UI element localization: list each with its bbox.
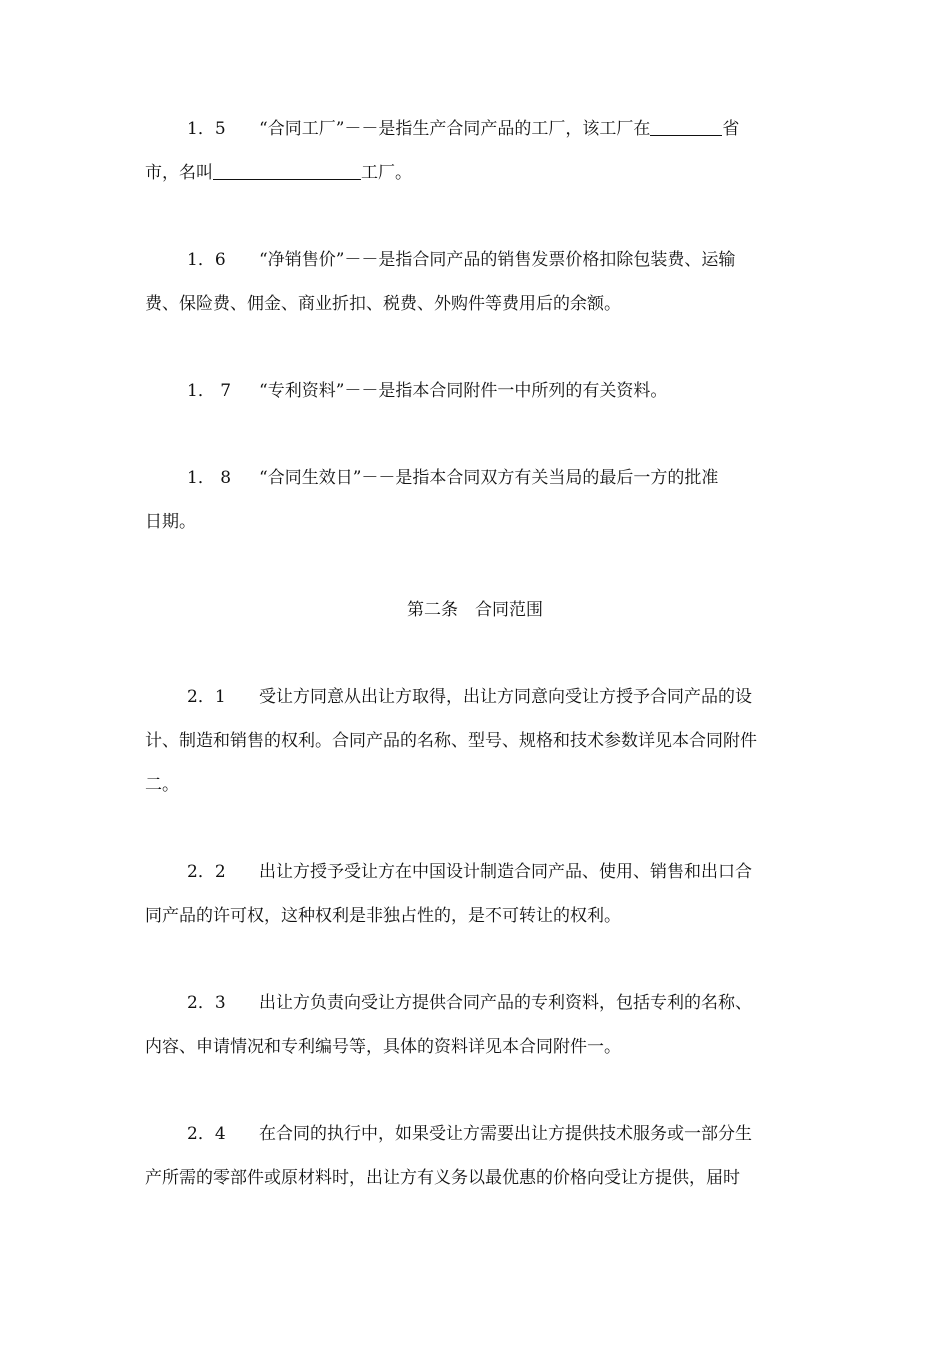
clause-text: 出让方授予受让方在中国设计制造合同产品、使用、销售和出口合 (259, 862, 752, 882)
clause-2-2-line-2: 同产品的许可权，这种权利是非独占性的，是不可转让的权利。 (145, 906, 621, 926)
clause-text: 市，名叫 (145, 163, 213, 183)
clause-1-7-line-1 (145, 369, 807, 413)
clause-1-8-line-1 (145, 456, 807, 500)
clause-number: 1． 8 (187, 468, 232, 488)
clause-text: “专利资料”－－是指本合同附件一中所列的有关资料。 (259, 381, 668, 401)
clause-1-5 (145, 107, 807, 195)
clause-number: 2．2 (187, 862, 226, 882)
clause-1-5-line-2 (145, 151, 807, 195)
clause-2-4 (145, 1112, 807, 1200)
clause-2-3-line-1 (145, 981, 807, 1025)
clause-1-6 (145, 238, 807, 326)
clause-number: 1．5 (187, 119, 226, 139)
clause-2-2-line-1 (145, 850, 807, 894)
clause-number: 2．4 (187, 1124, 226, 1144)
clause-number: 2．3 (187, 993, 226, 1013)
clause-1-6-line-1 (145, 238, 807, 282)
clause-2-3-line-2: 内容、申请情况和专利编号等，具体的资料详见本合同附件一。 (145, 1037, 621, 1057)
clause-number: 1．6 (187, 250, 226, 270)
clause-text: 工厂。 (361, 163, 412, 183)
clause-2-4-line-2: 产所需的零部件或原材料时，出让方有义务以最优惠的价格向受让方提供，届时 (145, 1168, 740, 1188)
clause-1-5-line-1 (145, 107, 807, 151)
clause-number: 1． 7 (187, 381, 232, 401)
clause-1-8-line-2: 日期。 (145, 512, 196, 532)
clause-text: 省 (722, 119, 740, 139)
clause-number: 2．1 (187, 687, 226, 707)
clause-text: 在合同的执行中，如果受让方需要出让方提供技术服务或一部分生 (259, 1124, 752, 1144)
blank-field-factory-name[interactable] (213, 161, 361, 180)
clause-text: 受让方同意从出让方取得，出让方同意向受让方授予合同产品的设 (259, 687, 752, 707)
clause-text: “合同工厂”－－是指生产合同产品的工厂，该工厂在 (259, 119, 651, 139)
clause-text: “合同生效日”－－是指本合同双方有关当局的最后一方的批准 (259, 468, 719, 488)
clause-1-8 (145, 456, 807, 544)
clause-2-1-line-3: 二。 (145, 775, 179, 795)
clause-text: “净销售价”－－是指合同产品的销售发票价格扣除包装费、运输 (259, 250, 736, 270)
clause-text: 出让方负责向受让方提供合同产品的专利资料，包括专利的名称、 (259, 993, 752, 1013)
blank-field-province[interactable] (650, 117, 722, 136)
clause-2-2 (145, 850, 807, 938)
clause-1-6-line-2: 费、保险费、佣金、商业折扣、税费、外购件等费用后的余额。 (145, 294, 621, 314)
clause-1-7 (145, 369, 807, 413)
clause-2-3 (145, 981, 807, 1069)
clause-2-1-line-2: 计、制造和销售的权利。合同产品的名称、型号、规格和技术参数详见本合同附件 (145, 731, 757, 751)
clause-2-1 (145, 675, 807, 807)
section-title: 第二条 合同范围 (407, 600, 543, 620)
clause-2-1-line-1 (145, 675, 807, 719)
clause-2-4-line-1 (145, 1112, 807, 1156)
